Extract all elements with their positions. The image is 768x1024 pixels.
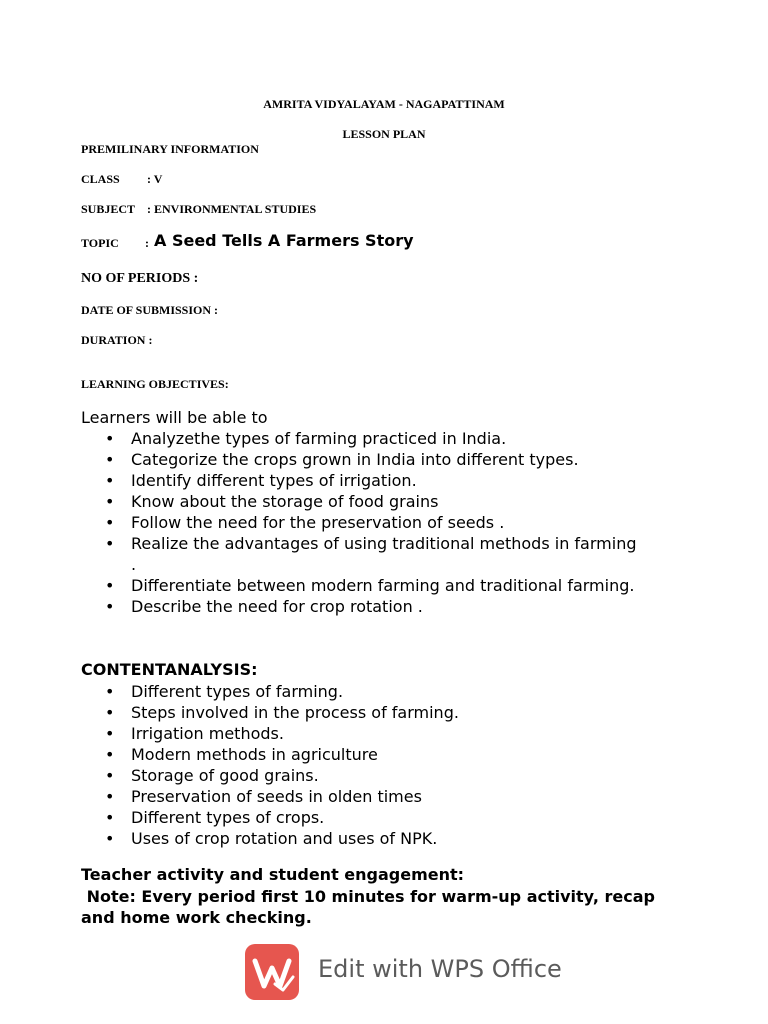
- objectives-intro: Learners will be able to: [81, 408, 268, 427]
- list-item: • Differentiate between modern farming and traditional farming.: [82, 575, 642, 596]
- activity-heading: Teacher activity and student engagement:: [81, 865, 465, 884]
- subject-label: SUBJECT: [81, 202, 136, 216]
- list-item: • Follow the need for the preservation of seeds .: [82, 512, 642, 533]
- list-item: • Uses of crop rotation and uses of NPK.: [82, 828, 682, 849]
- list-item: • Categorize the crops grown in India into different types.: [82, 449, 642, 470]
- list-item: • Describe the need for crop rotation .: [82, 596, 642, 617]
- list-item: • Modern methods in agriculture: [82, 744, 682, 765]
- periods-label: NO OF PERIODS :: [81, 271, 199, 286]
- list-item: • Different types of farming.: [82, 681, 682, 702]
- list-item: • Realize the advantages of using traditional methods in farming .: [82, 533, 642, 575]
- document-title: LESSON PLAN: [342, 127, 426, 141]
- subject-value: : ENVIRONMENTAL STUDIES: [147, 202, 317, 216]
- date-label: DATE OF SUBMISSION :: [81, 303, 219, 317]
- list-item: • Identify different types of irrigation.: [82, 470, 642, 491]
- class-value: : V: [147, 172, 163, 186]
- edit-with-wps-link[interactable]: Edit with WPS Office: [318, 955, 562, 983]
- duration-label: DURATION :: [81, 333, 153, 347]
- list-item: • Know about the storage of food grains: [82, 491, 642, 512]
- prelim-heading: PREMILINARY INFORMATION: [81, 142, 259, 156]
- objectives-heading: LEARNING OBJECTIVES:: [81, 377, 229, 391]
- list-item: • Irrigation methods.: [82, 723, 682, 744]
- wps-office-logo-icon[interactable]: [245, 944, 299, 1000]
- school-name: AMRITA VIDYALAYAM - NAGAPATTINAM: [263, 97, 505, 111]
- list-item: • Different types of crops.: [82, 807, 682, 828]
- content-list: [82, 681, 682, 849]
- topic-value: A Seed Tells A Farmers Story: [154, 231, 414, 250]
- class-label: CLASS: [81, 172, 120, 186]
- list-item: • Steps involved in the process of farming.: [82, 702, 682, 723]
- activity-note: Note: Every period first 10 minutes for warm-up activity, recap and home work checking.: [81, 887, 661, 927]
- topic-label: TOPIC: [81, 236, 119, 250]
- list-item: • Storage of good grains.: [82, 765, 682, 786]
- list-item: • Analyzethe types of farming practiced in India.: [82, 428, 642, 449]
- topic-colon: :: [145, 236, 149, 250]
- objectives-list: [82, 428, 642, 617]
- content-heading: CONTENTANALYSIS:: [81, 660, 258, 679]
- list-item: • Preservation of seeds in olden times: [82, 786, 682, 807]
